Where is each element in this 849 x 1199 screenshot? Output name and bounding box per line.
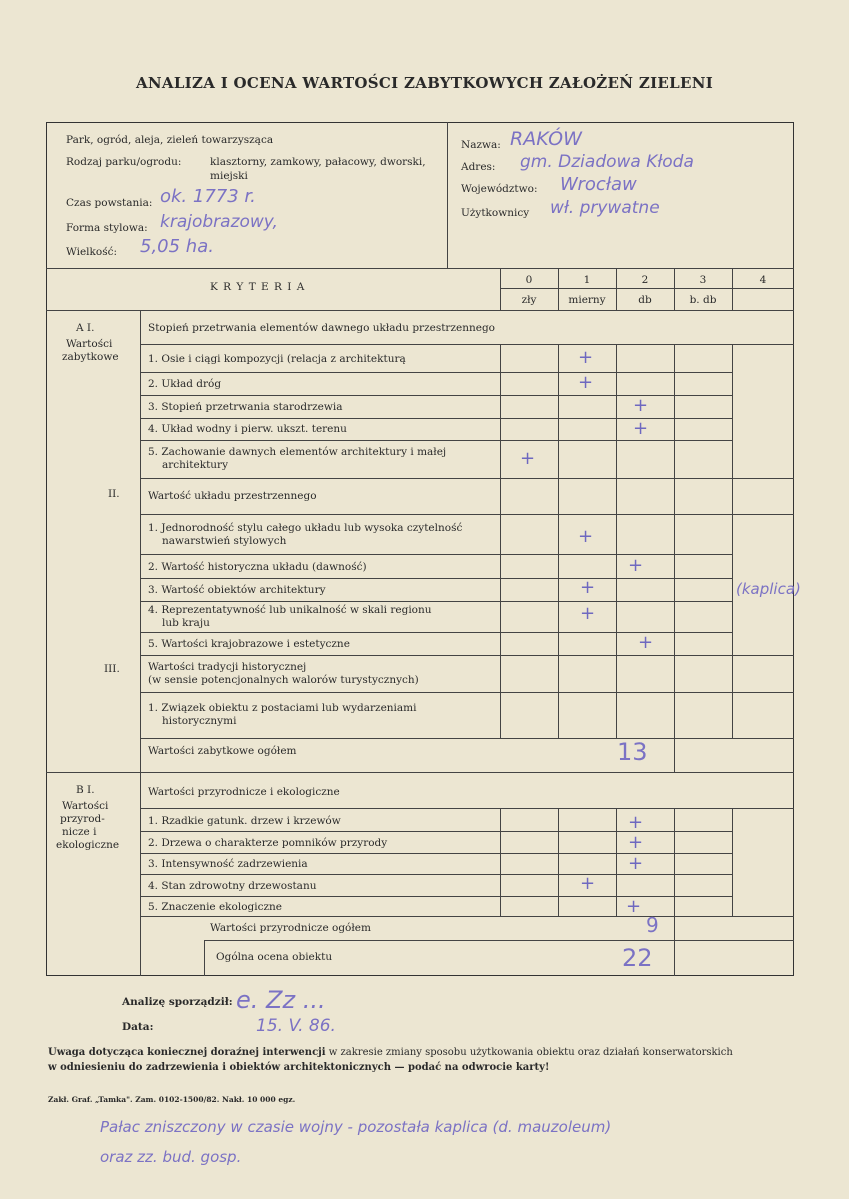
score-mark: + xyxy=(628,812,644,833)
score-1: 1 xyxy=(583,274,591,286)
criteria-label: K R Y T E R I A xyxy=(210,281,306,293)
row-bi-3: 3. Intensywność zadrzewienia xyxy=(148,858,308,870)
row-aiii-head-2: (w sensie potencjonalnych walorów turystycznych) xyxy=(148,674,419,686)
divider xyxy=(204,940,205,976)
warning-line2: w odniesieniu do zadrzewienia i obiektów architektonicznych — xyxy=(48,1062,408,1073)
warning-lead: Uwaga dotycząca koniecznej doraźnej interwencji xyxy=(48,1047,326,1058)
divider xyxy=(558,344,559,738)
score-mark: + xyxy=(626,896,642,917)
divider xyxy=(140,310,141,976)
size-value: 5,05 ha. xyxy=(140,236,214,257)
rating-3: b. db xyxy=(689,294,717,306)
name-value: RAKÓW xyxy=(510,128,582,150)
row-ai-head: Stopień przetrwania elementów dawnego układu przestrzennego xyxy=(148,322,495,334)
score-mark: + xyxy=(520,448,536,469)
divider xyxy=(140,853,732,854)
divider xyxy=(140,738,794,739)
voivodeship-value: Wrocław xyxy=(560,174,637,195)
divider xyxy=(140,874,732,875)
row-aiii-1-cont: historycznymi xyxy=(162,715,237,727)
divider xyxy=(140,478,794,479)
warning-bold: podać na odwrocie karty! xyxy=(407,1062,550,1073)
park-type-label: Park, ogród, aleja, zieleń towarzysząca xyxy=(66,134,274,146)
divider xyxy=(732,344,733,738)
size-label: Wielkość: xyxy=(66,246,118,258)
divider xyxy=(46,268,794,269)
divider xyxy=(674,808,675,916)
row-bi-1: 1. Rzadkie gatunk. drzew i krzewów xyxy=(148,815,341,827)
divider xyxy=(204,940,794,941)
row-aii-1: 1. Jednorodność stylu całego układu lub wysoka czytelność xyxy=(148,522,463,534)
score-mark: + xyxy=(580,603,596,624)
row-aiii-1: 1. Związek obiektu z postaciami lub wydarzeniami xyxy=(148,702,417,714)
divider xyxy=(616,808,617,916)
divider xyxy=(558,268,559,310)
divider xyxy=(616,344,617,738)
score-mark: + xyxy=(578,526,594,547)
divider xyxy=(140,440,732,441)
row-ai-5-cont: architektury xyxy=(162,459,229,471)
voivodeship-label: Województwo: xyxy=(461,183,538,195)
section-a-sub: Wartości xyxy=(66,338,113,350)
row-ai-4: 4. Układ wodny i pierw. ukszt. terenu xyxy=(148,423,347,435)
score-mark: + xyxy=(580,577,596,598)
divider xyxy=(140,916,794,917)
row-b-total: Wartości przyrodnicze ogółem xyxy=(210,922,371,934)
divider xyxy=(674,916,675,976)
row-aii-2: 2. Wartość historyczna układu (dawność) xyxy=(148,561,367,573)
section-b-sub-3: nicze i xyxy=(62,826,97,838)
divider xyxy=(140,896,732,897)
warning-mid: w zakresie zmiany sposobu użytkowania obiektu oraz działań konserwatorskich xyxy=(325,1047,733,1058)
divider xyxy=(500,808,501,916)
divider xyxy=(732,268,733,310)
a-total-value: 13 xyxy=(617,738,648,766)
section-a-label: A I. xyxy=(76,322,95,334)
warning-text xyxy=(48,1047,733,1059)
row-a-total: Wartości zabytkowe ogółem xyxy=(148,745,297,757)
score-mark: + xyxy=(628,555,644,576)
divider xyxy=(558,808,559,916)
divider xyxy=(500,288,794,289)
style-form-value: krajobrazowy, xyxy=(160,212,278,232)
divider xyxy=(140,692,794,693)
score-mark: + xyxy=(628,853,644,874)
remarks-line-2: oraz zz. bud. gosp. xyxy=(100,1148,242,1166)
row-aii-4-cont: lub kraju xyxy=(162,617,210,629)
row-aii-4: 4. Reprezentatywność lub unikalność w skali regionu xyxy=(148,604,432,616)
divider xyxy=(500,268,501,310)
users-value: wł. prywatne xyxy=(550,198,660,218)
rating-0: zły xyxy=(521,294,537,306)
rating-1: mierny xyxy=(568,294,606,306)
row-aii-1-cont: nawarstwień stylowych xyxy=(162,535,287,547)
divider xyxy=(732,808,733,916)
park-kind-label: Rodzaj parku/ogrodu: xyxy=(66,156,182,168)
date-label: Data: xyxy=(122,1021,154,1033)
row-bi-2: 2. Drzewa o charakterze pomników przyrody xyxy=(148,837,388,849)
score-mark: + xyxy=(578,347,594,368)
section-a-iii: III. xyxy=(104,663,120,675)
row-ai-5: 5. Zachowanie dawnych elementów architektury i małej xyxy=(148,446,447,458)
divider xyxy=(674,738,675,772)
section-b-sub-4: ekologiczne xyxy=(56,839,120,851)
row-bi-head: Wartości przyrodnicze i ekologiczne xyxy=(148,786,340,798)
score-4: 4 xyxy=(759,274,767,286)
divider xyxy=(500,344,501,738)
section-a-sub-2: zabytkowe xyxy=(62,351,119,363)
warning-text-2 xyxy=(48,1062,549,1074)
section-b-sub: Wartości xyxy=(62,800,109,812)
users-label: Użytkownicy xyxy=(461,207,530,219)
b-total-value: 9 xyxy=(646,913,659,937)
score-mark: + xyxy=(628,832,644,853)
divider xyxy=(140,372,732,373)
row-aiii-head: Wartości tradycji historycznej xyxy=(148,661,307,673)
author-signature: e. Zz ... xyxy=(236,986,326,1014)
divider xyxy=(140,808,794,809)
address-label: Adres: xyxy=(461,161,496,173)
park-kind-options: klasztorny, zamkowy, pałacowy, dworski, xyxy=(210,156,426,168)
row-overall: Ogólna ocena obiektu xyxy=(216,951,333,963)
divider xyxy=(140,578,732,579)
score-0: 0 xyxy=(525,274,533,286)
divider xyxy=(674,268,675,310)
divider xyxy=(140,601,732,602)
divider xyxy=(616,268,617,310)
author-label: Analizę sporządził: xyxy=(122,996,233,1008)
divider xyxy=(674,344,675,738)
divider xyxy=(140,831,732,832)
divider xyxy=(447,122,448,268)
divider xyxy=(140,554,732,555)
remarks-line-1: Pałac zniszczony w czasie wojny - pozostała kaplica (d. mauzoleum) xyxy=(100,1118,612,1136)
score-mark: + xyxy=(633,418,649,439)
date-value: 15. V. 86. xyxy=(256,1016,336,1036)
score-3: 3 xyxy=(699,274,707,286)
divider xyxy=(140,344,794,345)
style-form-label: Forma stylowa: xyxy=(66,222,148,234)
divider xyxy=(46,772,794,773)
divider xyxy=(46,310,794,311)
row-ai-2: 2. Układ dróg xyxy=(148,378,222,390)
row-ai-1: 1. Osie i ciągi kompozycji (relacja z architekturą xyxy=(148,353,406,365)
score-mark: + xyxy=(578,372,594,393)
row-aii-3: 3. Wartość obiektów architektury xyxy=(148,584,326,596)
row-aii-head: Wartość układu przestrzennego xyxy=(148,490,317,502)
park-kind-options-2: miejski xyxy=(210,170,248,182)
score-mark: + xyxy=(633,395,649,416)
chapel-note: (kaplica) xyxy=(736,580,801,598)
row-bi-5: 5. Znaczenie ekologiczne xyxy=(148,901,283,913)
score-2: 2 xyxy=(641,274,649,286)
section-b-sub-2: przyrod- xyxy=(60,813,105,825)
divider xyxy=(140,514,794,515)
origin-time-label: Czas powstania: xyxy=(66,197,153,209)
name-label: Nazwa: xyxy=(461,139,501,151)
section-b-label: B I. xyxy=(76,784,95,796)
row-ai-3: 3. Stopień przetrwania starodrzewia xyxy=(148,401,343,413)
section-a-ii: II. xyxy=(108,488,120,500)
overall-value: 22 xyxy=(622,944,653,972)
printer-info: Zakł. Graf. „Tamka". Zam. 0102-1500/82. Nakł. 10 000 egz. xyxy=(48,1095,296,1104)
score-mark: + xyxy=(580,873,596,894)
address-value: gm. Dziadowa Kłoda xyxy=(520,152,694,172)
origin-time-value: ok. 1773 r. xyxy=(160,186,256,207)
divider xyxy=(140,655,794,656)
row-aii-5: 5. Wartości krajobrazowe i estetyczne xyxy=(148,638,350,650)
row-bi-4: 4. Stan zdrowotny drzewostanu xyxy=(148,880,317,892)
rating-2: db xyxy=(638,294,652,306)
page-title: ANALIZA I OCENA WARTOŚCI ZABYTKOWYCH ZAŁOŻEŃ ZIELENI xyxy=(135,74,714,92)
score-mark: + xyxy=(638,632,654,653)
